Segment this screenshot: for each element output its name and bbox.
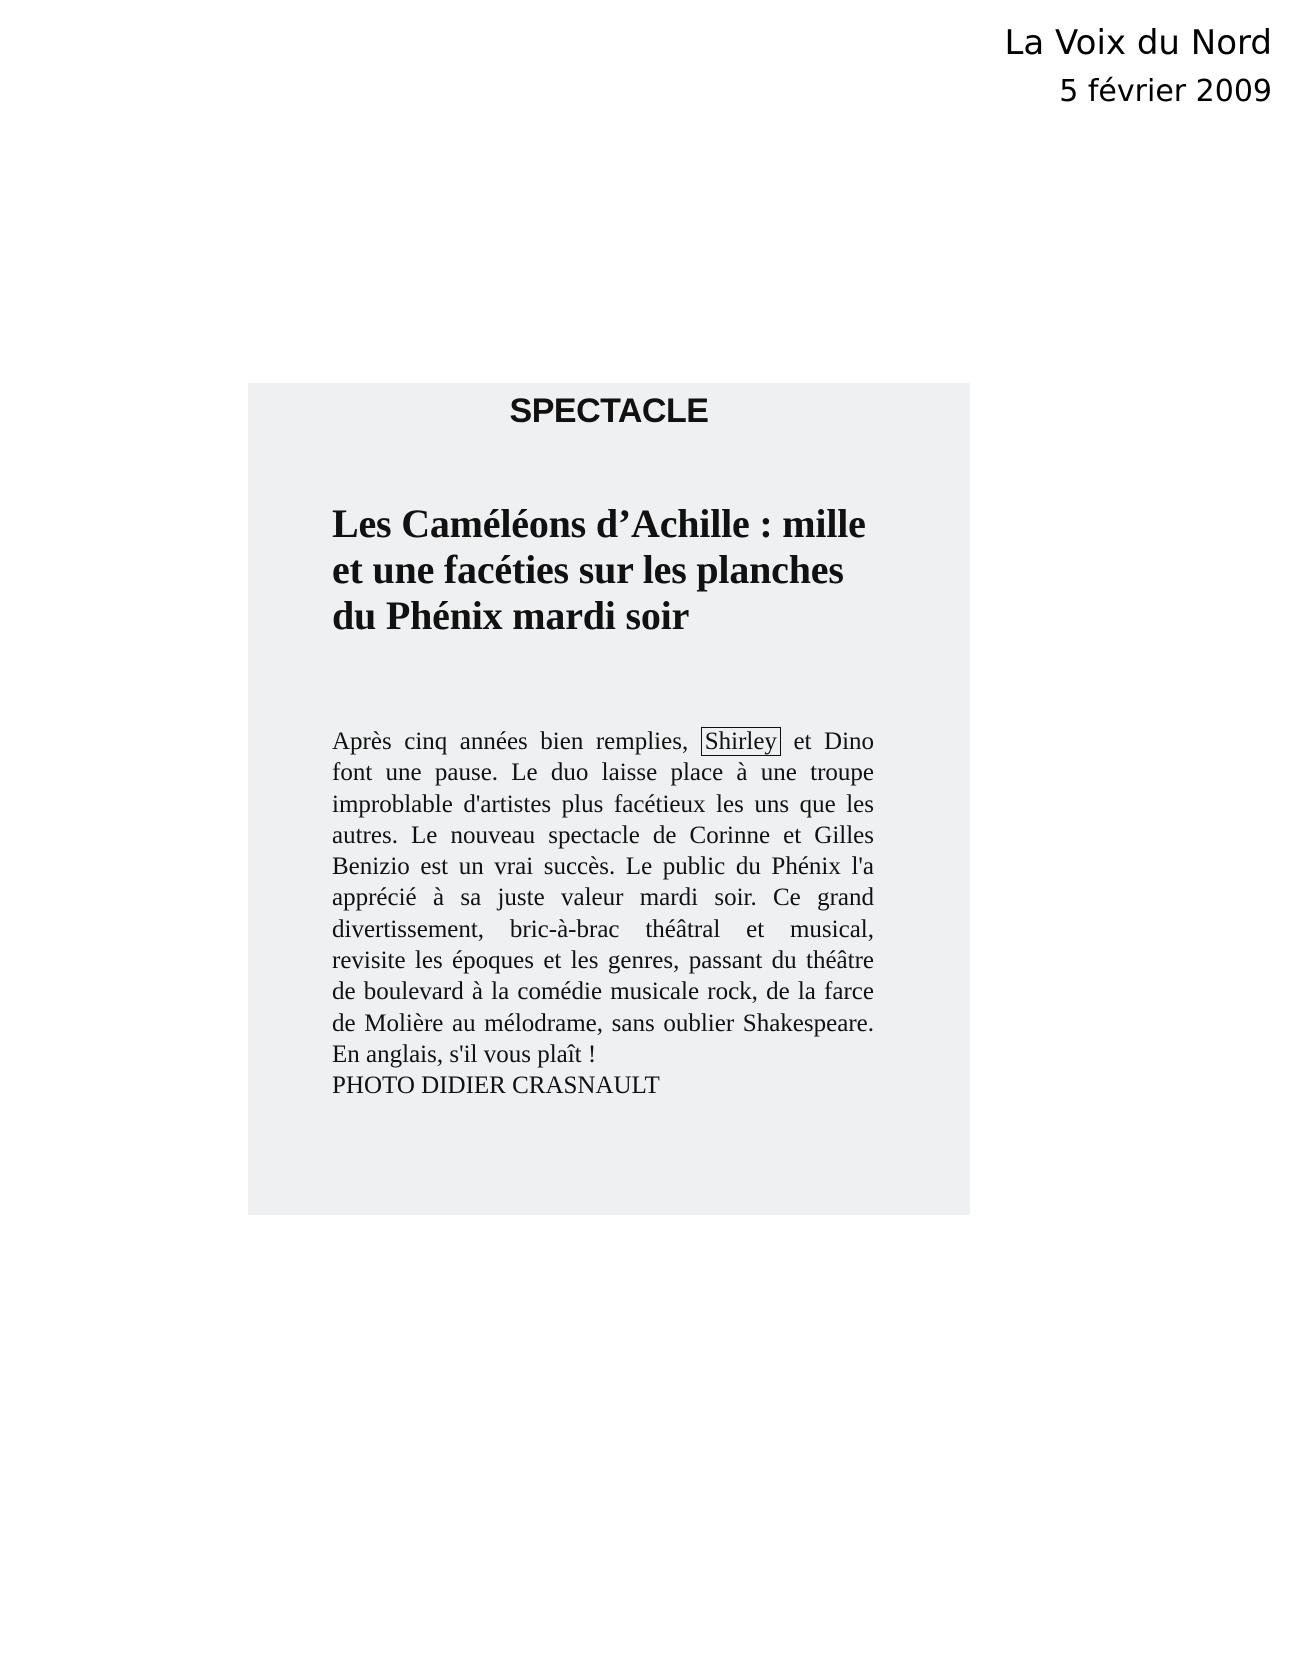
article-body <box>332 726 874 1102</box>
publication-name: La Voix du Nord <box>1004 23 1272 63</box>
photo-credit: PHOTO DIDIER CRASNAULT <box>332 1072 660 1100</box>
source-header <box>1004 18 1272 116</box>
body-text-rest: et Dino font une pause. Le duo laisse place à une troupe improblable d'artistes plus facétieux les uns que les autres. Le nouveau spectacle de Corinne et Gilles Benizio est un vrai succès. Le public du Phénix l'a apprécié à sa juste valeur mardi soir. Ce grand divertissement, bric-à-brac théâtral et musical, revisite les époques et les genres, passant du théâtre de boulevard à la comédie musicale rock, de la farce de Molière au mélodrame, sans oublier Shakespeare. En anglais, s'il vous plaît ! <box>332 728 875 1068</box>
highlighted-name-box: Shirley <box>701 727 781 756</box>
section-rubric: SPECTACLE <box>509 392 709 430</box>
article-headline: Les Caméléons d’Achille : mille et une facéties sur les planches du Phénix mardi soir <box>332 501 866 638</box>
newspaper-clipping <box>248 383 970 1215</box>
publication-date: 5 février 2009 <box>1059 74 1272 109</box>
body-text-start: Après cinq années bien remplies, <box>332 728 689 755</box>
